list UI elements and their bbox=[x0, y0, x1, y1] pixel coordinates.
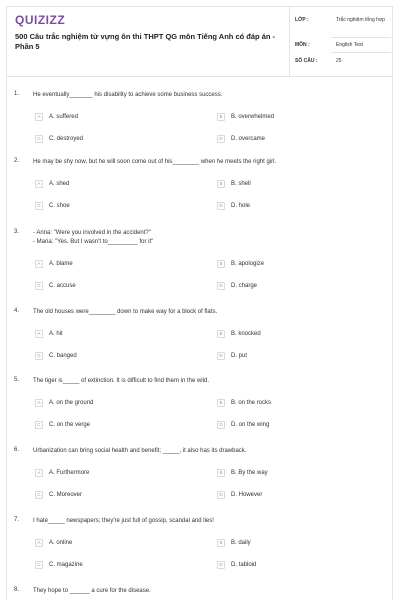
option-text: C. shoe bbox=[49, 202, 70, 209]
option-a[interactable] bbox=[35, 111, 185, 122]
meta-divider-2 bbox=[331, 52, 391, 53]
option-b[interactable] bbox=[217, 328, 367, 339]
option-text: B. on the rocks bbox=[231, 399, 272, 406]
option-text: B. knocked bbox=[231, 330, 261, 337]
option-text: B. shell bbox=[231, 180, 251, 187]
option-letter-box: B bbox=[217, 330, 225, 338]
worksheet-title: 500 Câu trắc nghiệm từ vựng ôn thi THPT QG môn Tiếng Anh có đáp án - Phần 5 bbox=[15, 32, 276, 51]
option-letter-box: B bbox=[217, 113, 225, 121]
option-letter-box: C bbox=[35, 421, 43, 429]
option-letter-box: C bbox=[35, 202, 43, 210]
option-letter-box: D bbox=[217, 491, 225, 499]
option-letter-box: D bbox=[217, 561, 225, 569]
question-text bbox=[33, 229, 373, 247]
option-letter-box: D bbox=[217, 282, 225, 290]
option-text: C. magazine bbox=[49, 561, 83, 568]
option-a[interactable] bbox=[35, 537, 185, 548]
option-text: D. tabloid bbox=[231, 561, 257, 568]
question-line: They hope to ______ a cure for the disease. bbox=[33, 588, 151, 594]
option-text: B. daily bbox=[231, 539, 251, 546]
option-a[interactable] bbox=[35, 467, 185, 478]
meta-divider-1 bbox=[331, 37, 391, 38]
option-letter-box: A bbox=[35, 330, 43, 338]
option-c[interactable] bbox=[35, 350, 185, 361]
option-b[interactable] bbox=[217, 397, 367, 408]
option-d[interactable] bbox=[217, 419, 367, 430]
option-letter-box: C bbox=[35, 282, 43, 290]
question-number: 4. bbox=[14, 308, 20, 314]
option-letter-box: C bbox=[35, 561, 43, 569]
question-text bbox=[33, 517, 373, 526]
option-letter-box: D bbox=[217, 202, 225, 210]
option-text: A. suffered bbox=[49, 113, 78, 120]
option-letter-box: A bbox=[35, 539, 43, 547]
option-letter-box: B bbox=[217, 539, 225, 547]
question-line: I hate_____ newspapers; they're just full of gossip, scandal and lies! bbox=[33, 518, 214, 524]
worksheet-header bbox=[7, 7, 392, 77]
option-text: B. By the way bbox=[231, 469, 268, 476]
question-line: The old houses were________ down to make way for a block of flats. bbox=[33, 309, 218, 315]
option-b[interactable] bbox=[217, 537, 367, 548]
meta-class-value: Trắc nghiệm tổng hợp bbox=[336, 17, 385, 23]
option-letter-box: D bbox=[217, 135, 225, 143]
quizizz-logo: QUIZIZZ bbox=[15, 13, 66, 27]
option-text: D. overcame bbox=[231, 135, 266, 142]
question-text bbox=[33, 587, 373, 596]
option-d[interactable] bbox=[217, 133, 367, 144]
option-c[interactable] bbox=[35, 419, 185, 430]
question-number: 6. bbox=[14, 447, 20, 453]
option-letter-box: A bbox=[35, 469, 43, 477]
question-text bbox=[33, 377, 373, 386]
option-b[interactable] bbox=[217, 178, 367, 189]
option-d[interactable] bbox=[217, 200, 367, 211]
option-text: D. charge bbox=[231, 282, 258, 289]
meta-count-label: SỐ CÂU : bbox=[295, 58, 318, 64]
option-letter-box: A bbox=[35, 180, 43, 188]
meta-class-label: LỚP : bbox=[295, 17, 309, 23]
option-d[interactable] bbox=[217, 280, 367, 291]
option-text: A. shed bbox=[49, 180, 70, 187]
question-number: 8. bbox=[14, 587, 20, 593]
option-letter-box: A bbox=[35, 260, 43, 268]
option-text: A. Furthermore bbox=[49, 469, 90, 476]
option-d[interactable] bbox=[217, 350, 367, 361]
question-line: He eventually_______ his disability to achieve some business success. bbox=[33, 92, 223, 98]
option-letter-box: B bbox=[217, 260, 225, 268]
option-b[interactable] bbox=[217, 258, 367, 269]
option-c[interactable] bbox=[35, 280, 185, 291]
option-c[interactable] bbox=[35, 200, 185, 211]
question-number: 2. bbox=[14, 158, 20, 164]
option-d[interactable] bbox=[217, 489, 367, 500]
option-text: C. accuse bbox=[49, 282, 76, 289]
option-letter-box: D bbox=[217, 421, 225, 429]
option-text: B. apologize bbox=[231, 260, 265, 267]
question-line: Urbanization can bring social health and benefit; _____, it also has its drawback. bbox=[33, 448, 247, 454]
option-letter-box: B bbox=[217, 180, 225, 188]
option-a[interactable] bbox=[35, 258, 185, 269]
option-text: A. online bbox=[49, 539, 73, 546]
option-text: C. on the verge bbox=[49, 421, 91, 428]
question-line: - Maria: "Yes. But I wasn't to_________ for it" bbox=[33, 239, 154, 245]
question-number: 3. bbox=[14, 229, 20, 235]
meta-count-value: 25 bbox=[336, 58, 342, 64]
worksheet bbox=[6, 6, 393, 600]
option-text: A. blame bbox=[49, 260, 73, 267]
meta-subject-value: English Test bbox=[336, 42, 363, 48]
question-number: 5. bbox=[14, 377, 20, 383]
option-c[interactable] bbox=[35, 489, 185, 500]
option-letter-box: A bbox=[35, 113, 43, 121]
question-text bbox=[33, 91, 373, 100]
option-b[interactable] bbox=[217, 467, 367, 478]
option-letter-box: A bbox=[35, 399, 43, 407]
option-letter-box: C bbox=[35, 352, 43, 360]
question-text bbox=[33, 308, 373, 317]
meta-subject-label: MÔN : bbox=[295, 42, 310, 48]
option-letter-box: D bbox=[217, 352, 225, 360]
question-number: 1. bbox=[14, 91, 20, 97]
option-text: D. put bbox=[231, 352, 248, 359]
option-text: D. hole bbox=[231, 202, 251, 209]
option-text: D. However bbox=[231, 491, 263, 498]
option-a[interactable] bbox=[35, 328, 185, 339]
option-text: C. Moreover bbox=[49, 491, 83, 498]
option-a[interactable] bbox=[35, 178, 185, 189]
question-text bbox=[33, 158, 373, 167]
question-line: He may be shy now, but he will soon come out of his________ when he meets the right girl. bbox=[33, 159, 277, 165]
option-c[interactable] bbox=[35, 559, 185, 570]
option-text: C. banged bbox=[49, 352, 77, 359]
option-letter-box: C bbox=[35, 135, 43, 143]
option-text: A. hit bbox=[49, 330, 63, 337]
header-divider bbox=[289, 7, 290, 76]
option-text: A. on the ground bbox=[49, 399, 94, 406]
option-letter-box: B bbox=[217, 469, 225, 477]
option-text: B. overwhelmed bbox=[231, 113, 275, 120]
option-letter-box: B bbox=[217, 399, 225, 407]
option-d[interactable] bbox=[217, 559, 367, 570]
question-line: - Anna: "Were you involved in the accident?" bbox=[33, 230, 151, 236]
option-a[interactable] bbox=[35, 397, 185, 408]
option-text: C. destroyed bbox=[49, 135, 84, 142]
option-c[interactable] bbox=[35, 133, 185, 144]
question-line: The tiger is_____ of extinction. It is difficult to find them in the wild. bbox=[33, 378, 209, 384]
option-text: D. on the wing bbox=[231, 421, 270, 428]
option-letter-box: C bbox=[35, 491, 43, 499]
question-number: 7. bbox=[14, 517, 20, 523]
option-b[interactable] bbox=[217, 111, 367, 122]
question-text bbox=[33, 447, 373, 456]
